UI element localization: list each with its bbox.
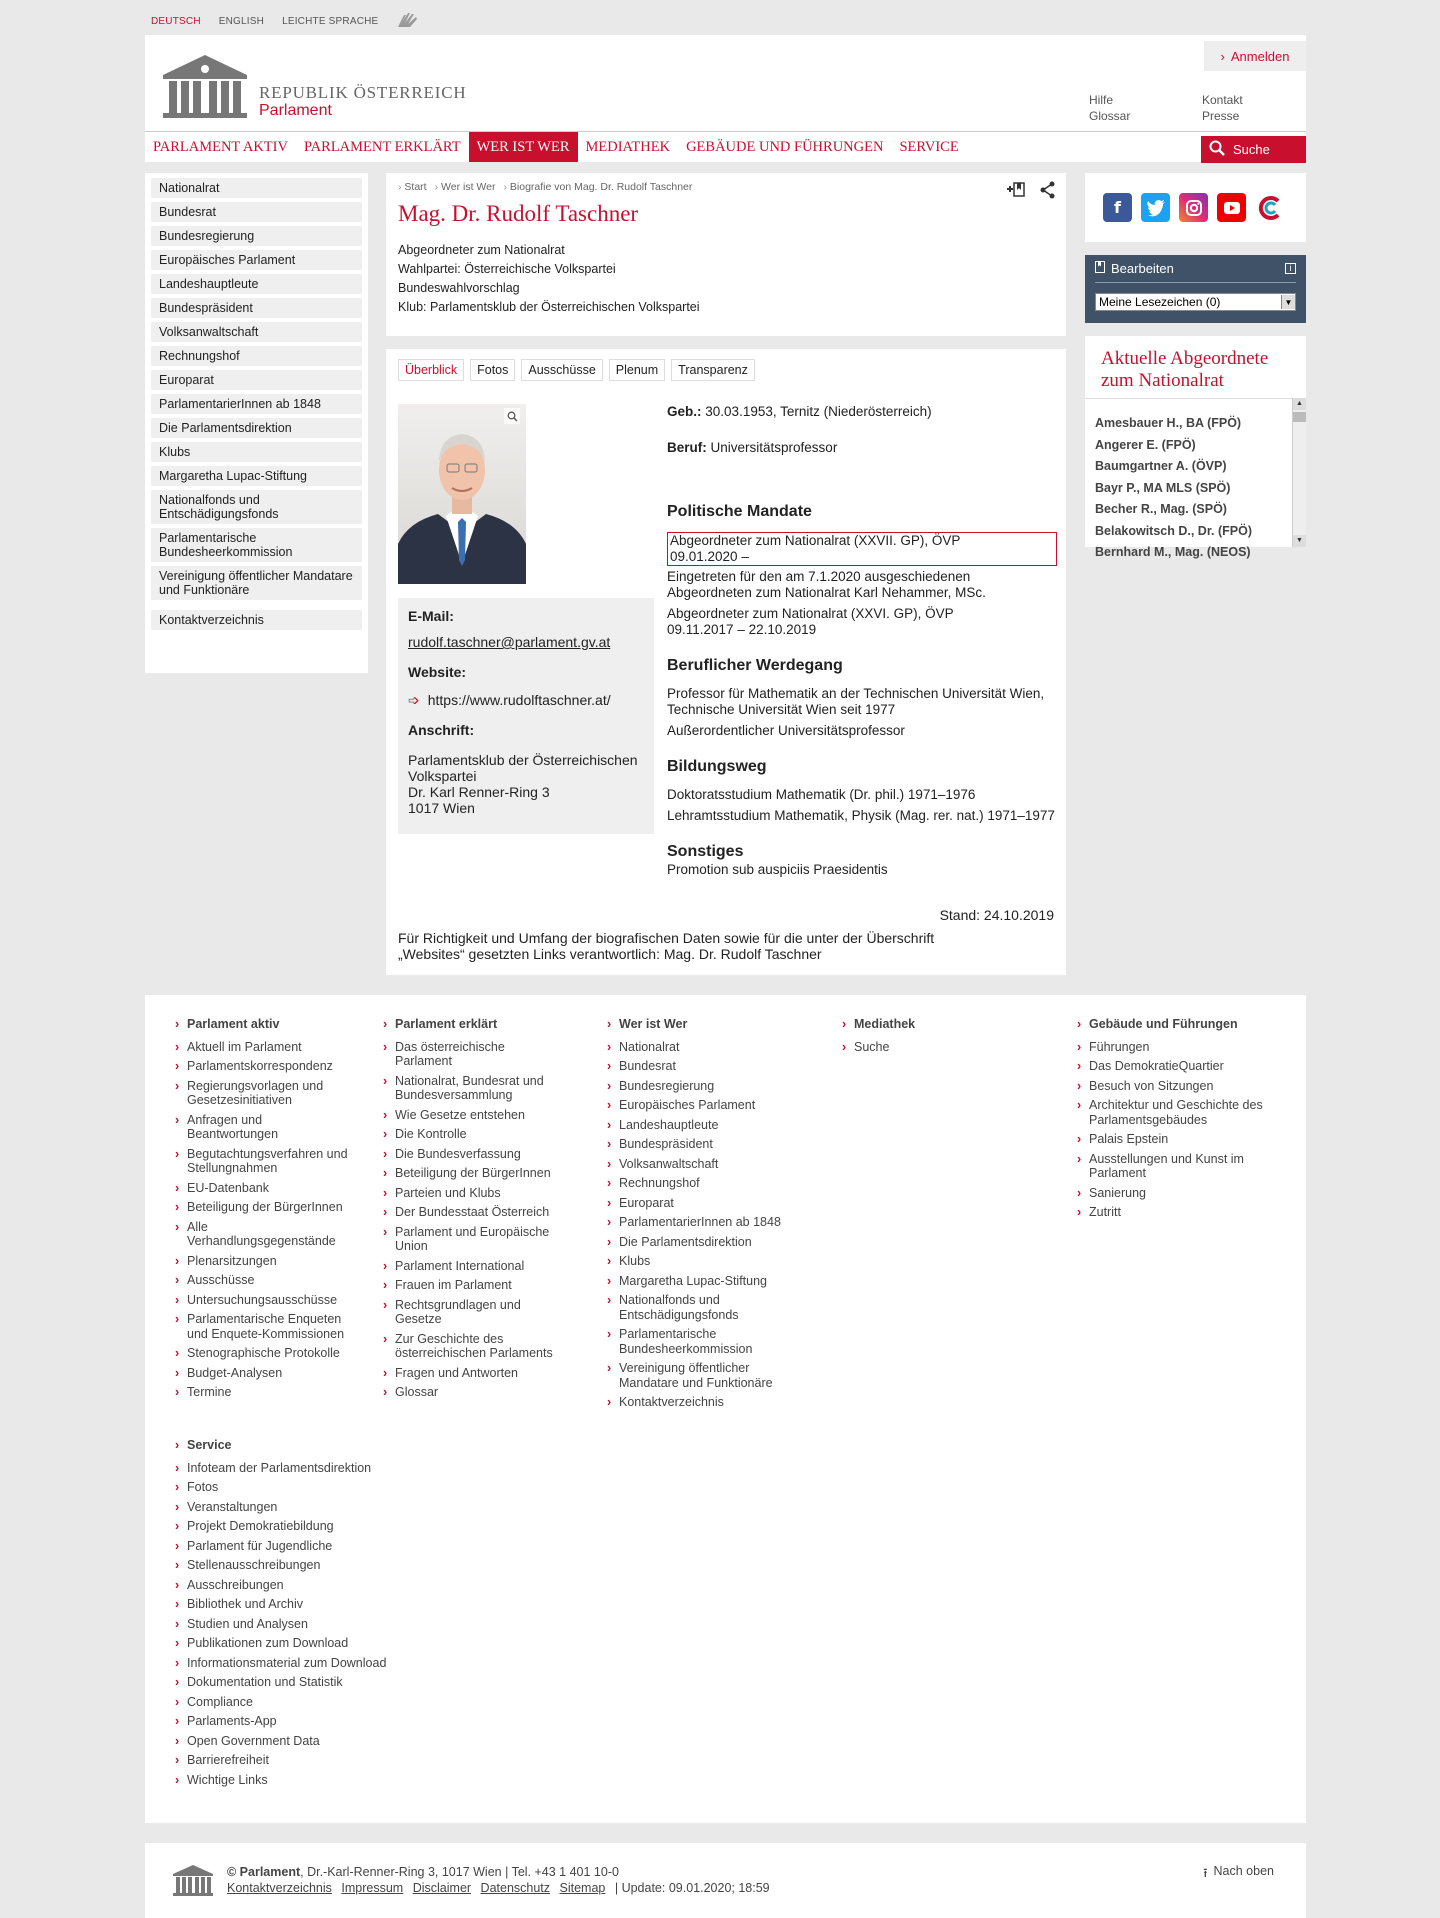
mp-list-scrollbar[interactable]	[1292, 398, 1306, 547]
search-button[interactable]	[1201, 136, 1306, 163]
mp-list-item[interactable]: Becher R., Mag. (SPÖ)	[1095, 502, 1227, 516]
sidebar-item[interactable]: Vereinigung öffentlicher Mandatare und Funktionäre	[151, 566, 362, 600]
footer-link[interactable]: › Wichtige Links	[175, 1773, 415, 1788]
email-label: E-Mail:	[408, 608, 454, 624]
address-line: Dr. Karl Renner-Ring 3	[408, 784, 550, 800]
footer-link[interactable]: › Ausschreibungen	[175, 1578, 415, 1593]
help-link[interactable]: Hilfe	[1089, 93, 1114, 107]
sidebar-item[interactable]: Europarat	[151, 370, 362, 390]
portrait-photo[interactable]	[398, 404, 526, 584]
last-updated: Stand: 24.10.2019	[939, 907, 1054, 923]
footer-link[interactable]: › Bundespräsident	[607, 1137, 782, 1152]
footer-link[interactable]: › Veranstaltungen	[175, 1500, 415, 1515]
career-item: Außerordentlicher Universitätsprofessor	[667, 723, 905, 738]
biography-tabs	[398, 359, 755, 381]
footer-link[interactable]: › Kontaktverzeichnis	[607, 1395, 782, 1410]
misc-heading: Sonstiges	[667, 843, 744, 860]
profile-list: Bundeswahlvorschlag	[398, 281, 520, 295]
sidebar-item[interactable]: Die Parlamentsdirektion	[151, 418, 362, 438]
footer-col-service	[175, 1438, 415, 1792]
external-link-icon: ➩	[408, 692, 420, 708]
bookmark-widget	[1085, 255, 1306, 323]
footer-heading[interactable]: › Service	[175, 1438, 415, 1453]
footer-link[interactable]: › Die Bundesverfassung	[383, 1147, 563, 1162]
tab-fotos[interactable]: Fotos	[470, 359, 515, 381]
nav-wer-ist-wer[interactable]: WER IST WER	[469, 132, 578, 162]
lang-easy-language-link[interactable]: LEICHTE SPRACHE	[282, 15, 379, 27]
parliament-logo-icon[interactable]	[159, 53, 251, 119]
footer-link[interactable]: › Bundesregierung	[607, 1079, 782, 1094]
footer-link[interactable]: › Rechnungshof	[607, 1176, 782, 1191]
card-tools	[1006, 181, 1056, 202]
sidebar-navigation	[145, 173, 368, 673]
misc-item: Promotion sub auspiciis Praesidentis	[667, 862, 888, 877]
info-icon[interactable]: i	[1285, 263, 1296, 274]
press-link[interactable]: Presse	[1202, 109, 1240, 123]
footer-link[interactable]: › Parlamentarische Bundesheerkommission	[607, 1327, 782, 1356]
search-icon	[1209, 140, 1225, 159]
sidebar-item[interactable]: Nationalfonds und Entschädigungsfonds	[151, 490, 362, 524]
responsibility-note: Für Richtigkeit und Umfang der biografischen Daten sowie für die unter der Überschrift „Websites“ gesetzten Links verantwortlich: Mag. Dr. Rudolf Taschner	[398, 930, 935, 962]
chevron-right-icon: ›	[1220, 48, 1225, 64]
footer-sitemap	[145, 995, 1306, 1823]
glossary-link[interactable]: Glossar	[1089, 109, 1131, 123]
scroll-up-icon[interactable]: ▲	[1293, 398, 1306, 410]
update-info: | Update: 09.01.2020; 18:59	[614, 1881, 770, 1895]
address-line: 1017 Wien	[408, 800, 475, 816]
facebook-icon[interactable]: f	[1103, 193, 1132, 222]
mp-list	[1085, 399, 1306, 578]
education-heading: Bildungsweg	[667, 758, 767, 775]
mp-list-item[interactable]: Bernhard M., Mag. (NEOS)	[1095, 545, 1251, 559]
footer-link[interactable]: › Parlament und Europäische Union	[383, 1225, 563, 1254]
footer-link[interactable]: › Aktuell im Parlament	[175, 1040, 355, 1055]
job-value: Universitätsprofessor	[710, 440, 838, 455]
footer-link[interactable]: › Zutritt	[1077, 1205, 1267, 1220]
bookmark-edit-link[interactable]	[1095, 261, 1174, 276]
mp-list-item[interactable]: Angerer E. (FPÖ)	[1095, 437, 1196, 452]
footer-link[interactable]: › Rechtsgrundlagen und Gesetze	[383, 1298, 563, 1327]
youtube-icon[interactable]	[1217, 193, 1246, 222]
tab-transparenz[interactable]: Transparenz	[671, 359, 755, 381]
footer-link[interactable]: › Führungen	[1077, 1040, 1267, 1055]
sidebar-item[interactable]: Rechnungshof	[151, 346, 362, 366]
mp-list-item[interactable]: Belakowitsch D., Dr. (FPÖ)	[1095, 523, 1252, 538]
sidebar-item[interactable]: Margaretha Lupac-Stiftung	[151, 466, 362, 486]
footer-link[interactable]: › Wie Gesetze entstehen	[383, 1108, 563, 1123]
mandate-note: Eingetreten für den am 7.1.2020 ausgeschiedenen Abgeordneten zum Nationalrat Karl Nehammer, MSc.	[667, 569, 986, 600]
footer-link[interactable]: › Ausschüsse	[175, 1273, 355, 1288]
login-label: Anmelden	[1230, 48, 1290, 64]
bottom-bar	[145, 1843, 1306, 1918]
footer-link[interactable]: › Nationalrat, Bundesrat und Bundesversammlung	[383, 1074, 563, 1103]
sign-language-icon[interactable]	[396, 11, 420, 32]
footer-heading[interactable]: › Mediathek	[842, 1017, 1002, 1032]
footer-link[interactable]: › Suche	[842, 1040, 1002, 1055]
footer-col-aktiv	[175, 1017, 355, 1405]
address-label: Anschrift:	[408, 722, 475, 738]
site-header	[145, 35, 1306, 162]
biography-card	[386, 349, 1066, 975]
footer-col-gebaeude	[1077, 1017, 1267, 1225]
sidebar-item[interactable]: Klubs	[151, 442, 362, 462]
footer-link[interactable]: › Die Parlamentsdirektion	[607, 1235, 782, 1250]
lang-german-link[interactable]: DEUTSCH	[151, 15, 201, 27]
footer-link[interactable]: › Barrierefreiheit	[175, 1753, 415, 1768]
zoom-icon[interactable]	[504, 408, 520, 424]
footer-link[interactable]: › Beteiligung der BürgerInnen	[175, 1200, 355, 1215]
education-item: Doktoratsstudium Mathematik (Dr. phil.) 1971–1976	[667, 787, 976, 802]
parliament-logo-small-icon[interactable]	[171, 1864, 215, 1896]
legal-link[interactable]: Datenschutz	[480, 1881, 551, 1895]
nav-parlament-erklaert[interactable]: PARLAMENT ERKLÄRT	[303, 138, 461, 155]
breadcrumb-item: › Biografie von Mag. Dr. Rudolf Taschner	[503, 181, 692, 193]
mandate-line: 09.01.2020 –	[670, 549, 749, 564]
footer-link[interactable]: › Die Kontrolle	[383, 1127, 563, 1142]
footer-link[interactable]: › Dokumentation und Statistik	[175, 1675, 415, 1690]
mandate-line: Abgeordneter zum Nationalrat (XXVI. GP), ÖVP	[667, 606, 954, 621]
footer-link[interactable]: › Fotos	[175, 1480, 415, 1495]
footer-link[interactable]: › Frauen im Parlament	[383, 1278, 563, 1293]
address-line: Parlamentsklub der Österreichischen Volkspartei	[408, 752, 638, 784]
profile-header-card	[386, 173, 1066, 336]
brand-subtitle: Parlament	[259, 102, 332, 119]
chevron-down-icon: ▼	[1281, 295, 1295, 309]
sidebar-item[interactable]: Nationalrat	[151, 178, 362, 198]
website-row[interactable]	[408, 692, 644, 708]
footer-link[interactable]: › Das DemokratieQuartier	[1077, 1059, 1267, 1074]
back-to-top-label: Nach oben	[1213, 1864, 1274, 1878]
footer-link[interactable]: › Begutachtungsverfahren und Stellungnahmen	[175, 1147, 355, 1176]
twitter-icon[interactable]	[1141, 193, 1170, 222]
bookmark-edit-label: Bearbeiten	[1111, 261, 1174, 276]
contact-box	[398, 598, 654, 834]
mandates-heading: Politische Mandate	[667, 503, 812, 520]
language-bar	[151, 12, 420, 30]
page-title: Mag. Dr. Rudolf Taschner	[398, 201, 639, 226]
sidebar-item[interactable]: Kontaktverzeichnis	[151, 610, 362, 630]
footer-link[interactable]: › Margaretha Lupac-Stiftung	[607, 1274, 782, 1289]
footer-link[interactable]: › Parlamentarische Enqueten und Enquete-Kommissionen	[175, 1312, 355, 1341]
legal-link[interactable]: Kontaktverzeichnis	[227, 1881, 332, 1895]
mp-list-item[interactable]: Baumgartner A. (ÖVP)	[1095, 459, 1227, 473]
util-links-right	[1202, 92, 1243, 124]
search-label: Suche	[1233, 142, 1270, 157]
sidebar-item[interactable]: Parlamentarische Bundesheerkommission	[151, 528, 362, 562]
bookmark-icon	[1095, 261, 1105, 276]
nav-service[interactable]: SERVICE	[899, 138, 959, 155]
breadcrumb-item[interactable]: › Wer ist Wer	[435, 181, 496, 193]
postal-address: , Dr.-Karl-Renner-Ring 3, 1017 Wien | Tel. +43 1 401 10-0	[300, 1865, 619, 1879]
footer-link[interactable]: › Nationalrat	[607, 1040, 782, 1055]
footer-link[interactable]: › Palais Epstein	[1077, 1132, 1267, 1147]
tab-ausschuesse[interactable]: Ausschüsse	[521, 359, 602, 381]
born-label: Geb.:	[667, 404, 702, 419]
footer-link[interactable]: › Budget-Analysen	[175, 1366, 355, 1381]
footer-link[interactable]: › Bundesrat	[607, 1059, 782, 1074]
scroll-thumb[interactable]	[1293, 412, 1306, 422]
website-label: Website:	[408, 664, 467, 680]
footer-link[interactable]: › Parlament International	[383, 1259, 563, 1274]
legal-link[interactable]: Sitemap	[559, 1881, 606, 1895]
footer-link[interactable]: › EU-Datenbank	[175, 1181, 355, 1196]
footer-link[interactable]: › Ausstellungen und Kunst im Parlament	[1077, 1152, 1267, 1181]
social-media-card	[1085, 173, 1306, 242]
footer-heading[interactable]: › Wer ist Wer	[607, 1017, 782, 1032]
footer-link[interactable]: › Anfragen und Beantwortungen	[175, 1113, 355, 1142]
footer-heading[interactable]: › Parlament aktiv	[175, 1017, 355, 1032]
sidebar-item[interactable]: Europäisches Parlament	[151, 250, 362, 270]
back-to-top-link[interactable]	[1203, 1864, 1274, 1885]
add-bookmark-icon[interactable]	[1006, 181, 1026, 202]
biography-details	[667, 404, 1057, 883]
legal-link[interactable]: Impressum	[341, 1881, 404, 1895]
footer-link[interactable]: › Studien und Analysen	[175, 1617, 415, 1632]
footer-heading[interactable]: › Parlament erklärt	[383, 1017, 563, 1032]
sidebar-item[interactable]: Bundespräsident	[151, 298, 362, 318]
footer-link[interactable]: › Volksanwaltschaft	[607, 1157, 782, 1172]
sidebar-item[interactable]: Volksanwaltschaft	[151, 322, 362, 342]
footer-link[interactable]: › Alle Verhandlungsgegenstände	[175, 1220, 355, 1249]
bookmark-select[interactable]	[1095, 293, 1296, 311]
website-link[interactable]: https://www.rudolftaschner.at/	[427, 692, 611, 708]
footer-link[interactable]: › Projekt Demokratiebildung	[175, 1519, 415, 1534]
login-button[interactable]	[1204, 41, 1306, 71]
breadcrumb	[398, 181, 1054, 193]
footer-link[interactable]: › Regierungsvorlagen und Gesetzesinitiativen	[175, 1079, 355, 1108]
footer-link[interactable]: › Bibliothek und Archiv	[175, 1597, 415, 1612]
footer-link[interactable]: › Parlament für Jugendliche	[175, 1539, 415, 1554]
breadcrumb-item[interactable]: › Start	[398, 181, 427, 193]
address-text	[408, 752, 644, 816]
footer-link[interactable]: › Der Bundesstaat Österreich	[383, 1205, 563, 1220]
share-icon[interactable]	[1040, 181, 1056, 202]
footer-heading[interactable]: › Gebäude und Führungen	[1077, 1017, 1267, 1032]
footer-link[interactable]: › Termine	[175, 1385, 355, 1400]
current-mandate	[667, 532, 1057, 566]
footer-link[interactable]: › Klubs	[607, 1254, 782, 1269]
mandate-line: 09.11.2017 – 22.10.2019	[667, 622, 817, 637]
mp-list-item[interactable]: Amesbauer H., BA (FPÖ)	[1095, 416, 1242, 430]
footer-link[interactable]: › Informationsmaterial zum Download	[175, 1656, 415, 1671]
bottom-text	[227, 1864, 776, 1896]
footer-col-wer	[607, 1017, 782, 1415]
footer-link[interactable]: › Parlamentskorrespondenz	[175, 1059, 355, 1074]
nav-mediathek[interactable]: MEDIATHEK	[585, 138, 671, 155]
mp-list-item[interactable]: Bayr P., MA MLS (SPÖ)	[1095, 480, 1231, 495]
sidebar-item[interactable]: Landeshauptleute	[151, 274, 362, 294]
footer-link[interactable]: › Parlaments-App	[175, 1714, 415, 1729]
footer-link[interactable]: › Vereinigung öffentlicher Mandatare und Funktionäre	[607, 1361, 782, 1390]
footer-link[interactable]: › Untersuchungsausschüsse	[175, 1293, 355, 1308]
career-item: Professor für Mathematik an der Technischen Universität Wien, Technische Universität Wien seit 1977	[667, 686, 1045, 717]
email-link[interactable]: rudolf.taschner@parlament.gv.at	[408, 634, 611, 650]
education-item: Lehramtsstudium Mathematik, Physik (Mag. rer. nat.) 1971–1977	[667, 808, 1055, 823]
tab-ueberblick[interactable]: Überblick	[398, 359, 464, 381]
contact-link[interactable]: Kontakt	[1202, 93, 1243, 107]
lang-english-link[interactable]: ENGLISH	[218, 15, 265, 27]
footer-link[interactable]: › Compliance	[175, 1695, 415, 1710]
footer-col-mediathek	[842, 1017, 1002, 1059]
profile-summary	[398, 241, 1054, 317]
nav-gebaeude[interactable]: GEBÄUDE UND FÜHRUNGEN	[686, 138, 884, 155]
profile-role: Abgeordneter zum Nationalrat	[398, 243, 565, 257]
bookmark-select-value: Meine Lesezeichen (0)	[1099, 295, 1221, 309]
podcast-icon[interactable]	[1255, 193, 1284, 222]
footer-link[interactable]: › Beteiligung der BürgerInnen	[383, 1166, 563, 1181]
footer-link[interactable]: › Europäisches Parlament	[607, 1098, 782, 1113]
copyright: © Parlament	[227, 1865, 301, 1879]
footer-link[interactable]: › Publikationen zum Download	[175, 1636, 415, 1651]
main-navigation	[145, 131, 1306, 162]
current-mps-card	[1085, 336, 1306, 559]
brand-title: REPUBLIK ÖSTERREICH	[259, 83, 467, 102]
footer-link[interactable]: › Stenographische Protokolle	[175, 1346, 355, 1361]
footer-link[interactable]: › Das österreichische Parlament	[383, 1040, 563, 1069]
sidebar-item[interactable]: Bundesregierung	[151, 226, 362, 246]
sidebar-item[interactable]: ParlamentarierInnen ab 1848	[151, 394, 362, 414]
footer-link[interactable]: › Sanierung	[1077, 1186, 1267, 1201]
born-value: 30.03.1953, Ternitz (Niederösterreich)	[705, 404, 932, 419]
profile-party: Wahlpartei: Österreichische Volkspartei	[398, 262, 616, 276]
instagram-icon[interactable]	[1179, 193, 1208, 222]
util-links-left	[1089, 92, 1130, 124]
footer-link[interactable]: › Zur Geschichte des österreichischen Parlaments	[383, 1332, 563, 1361]
footer-link[interactable]: › Glossar	[383, 1385, 563, 1400]
mp-card-title: Aktuelle Abgeordnete zum Nationalrat	[1085, 336, 1306, 399]
footer-link[interactable]: › Besuch von Sitzungen	[1077, 1079, 1267, 1094]
footer-link[interactable]: › Stellenausschreibungen	[175, 1558, 415, 1573]
mandate-line: Abgeordneter zum Nationalrat (XXVII. GP), ÖVP	[670, 533, 961, 548]
scroll-down-icon[interactable]: ▼	[1293, 535, 1306, 547]
legal-link[interactable]: Disclaimer	[412, 1881, 472, 1895]
footer-link[interactable]: › ParlamentarierInnen ab 1848	[607, 1215, 782, 1230]
footer-link[interactable]: › Plenarsitzungen	[175, 1254, 355, 1269]
footer-link[interactable]: › Parteien und Klubs	[383, 1186, 563, 1201]
legal-links	[227, 1880, 776, 1896]
bookmark-header	[1095, 261, 1296, 283]
footer-link[interactable]: › Open Government Data	[175, 1734, 415, 1749]
tab-plenum[interactable]: Plenum	[609, 359, 665, 381]
sidebar-item[interactable]: Bundesrat	[151, 202, 362, 222]
footer-link[interactable]: › Landeshauptleute	[607, 1118, 782, 1133]
footer-link[interactable]: › Europarat	[607, 1196, 782, 1211]
footer-link[interactable]: › Nationalfonds und Entschädigungsfonds	[607, 1293, 782, 1322]
footer-link[interactable]: › Fragen und Antworten	[383, 1366, 563, 1381]
job-label: Beruf:	[667, 440, 707, 455]
footer-col-erklaert	[383, 1017, 563, 1405]
profile-club: Klub: Parlamentsklub der Österreichischen Volkspartei	[398, 300, 700, 314]
footer-link[interactable]: › Architektur und Geschichte des Parlamentsgebäudes	[1077, 1098, 1267, 1127]
arrow-up-icon: ⭱	[1203, 1866, 1208, 1880]
nav-parlament-aktiv[interactable]: PARLAMENT AKTIV	[153, 138, 288, 155]
footer-link[interactable]: › Infoteam der Parlamentsdirektion	[175, 1461, 415, 1476]
career-heading: Beruflicher Werdegang	[667, 657, 843, 674]
